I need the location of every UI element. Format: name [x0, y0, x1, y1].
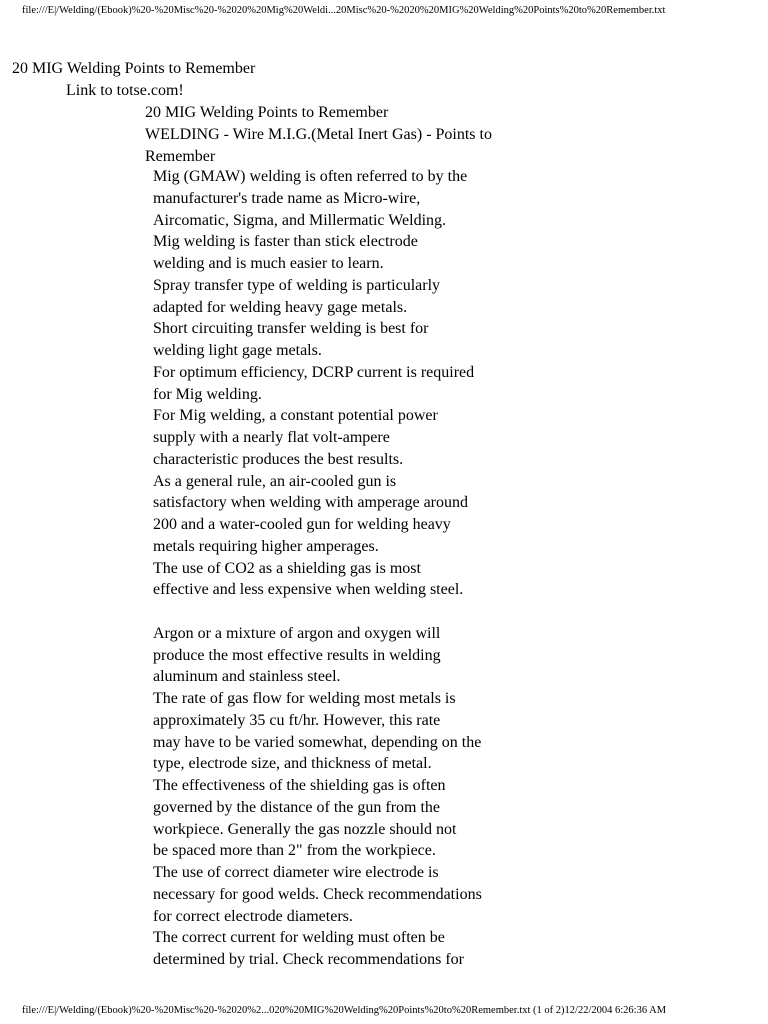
body-line: workpiece. Generally the gas nozzle should not [153, 820, 457, 838]
body-line: determined by trial. Check recommendations for [153, 951, 465, 968]
body-line: may have to be varied somewhat, depending on the [153, 733, 482, 751]
document-heading-line: WELDING - Wire M.I.G.(Metal Inert Gas) - Points to [145, 126, 492, 143]
body-line: produce the most effective results in welding [153, 646, 441, 664]
document-heading-line: 20 MIG Welding Points to Remember [145, 104, 389, 121]
body-line: metals requiring higher amperages. [153, 537, 379, 555]
body-line: for Mig welding. [153, 385, 262, 403]
blank-line [153, 601, 673, 623]
document-body [153, 166, 673, 971]
totse-link[interactable]: Link to totse.com! [66, 82, 184, 99]
body-line: Spray transfer type of welding is particularly [153, 276, 441, 294]
header-file-path: file:///E|/Welding/(Ebook)%20-%20Misc%20-%2020%20Mig%20Weldi...20Misc%20-%2020%20MIG%20Welding%20Points%20to%20Remember.txt [22, 5, 666, 16]
body-line: As a general rule, an air-cooled gun is [153, 472, 397, 490]
page-title: 20 MIG Welding Points to Remember [12, 60, 256, 77]
body-line: 200 and a water-cooled gun for welding heavy [153, 516, 451, 533]
body-line: type, electrode size, and thickness of metal. [153, 755, 432, 773]
body-line: Mig (GMAW) welding is often referred to by the [153, 168, 468, 185]
body-line: necessary for good welds. Check recommendations [153, 885, 482, 903]
body-line: The use of CO2 as a shielding gas is most [153, 559, 421, 577]
body-line: adapted for welding heavy gage metals. [153, 298, 408, 316]
body-line: The rate of gas flow for welding most metals is [153, 690, 456, 707]
body-line: Argon or a mixture of argon and oxygen will [153, 624, 441, 642]
body-line: manufacturer's trade name as Micro-wire, [153, 189, 421, 207]
body-line: aluminum and stainless steel. [153, 668, 341, 686]
body-line: welding and is much easier to learn. [153, 255, 384, 272]
footer-file-path: file:///E|/Welding/(Ebook)%20-%20Misc%20-%2020%2...020%20MIG%20Welding%20Points%20to%20Remember.txt (1 of 2)12/22/2004 6:26:36 AM [22, 1005, 667, 1016]
body-line: welding light gage metals. [153, 342, 322, 359]
body-line: characteristic produces the best results. [153, 450, 404, 468]
document-heading-line: Remember [145, 148, 216, 165]
body-line: effective and less expensive when welding steel. [153, 581, 464, 599]
body-line: satisfactory when welding with amperage around [153, 494, 469, 512]
body-line: approximately 35 cu ft/hr. However, this rate [153, 711, 441, 729]
body-line: The correct current for welding must often be [153, 929, 445, 947]
body-line: For Mig welding, a constant potential power [153, 407, 438, 425]
body-line: Short circuiting transfer welding is best for [153, 320, 429, 338]
body-line: For optimum efficiency, DCRP current is required [153, 363, 475, 381]
body-line: The use of correct diameter wire electrode is [153, 864, 439, 881]
body-line: be spaced more than 2" from the workpiece. [153, 842, 436, 860]
body-line: Mig welding is faster than stick electrode [153, 233, 418, 251]
body-line: supply with a nearly flat volt-ampere [153, 429, 390, 446]
body-line: The effectiveness of the shielding gas is often [153, 777, 446, 794]
body-line: for correct electrode diameters. [153, 907, 353, 925]
body-line: Aircomatic, Sigma, and Millermatic Welding. [153, 211, 447, 229]
body-line: governed by the distance of the gun from the [153, 798, 441, 816]
